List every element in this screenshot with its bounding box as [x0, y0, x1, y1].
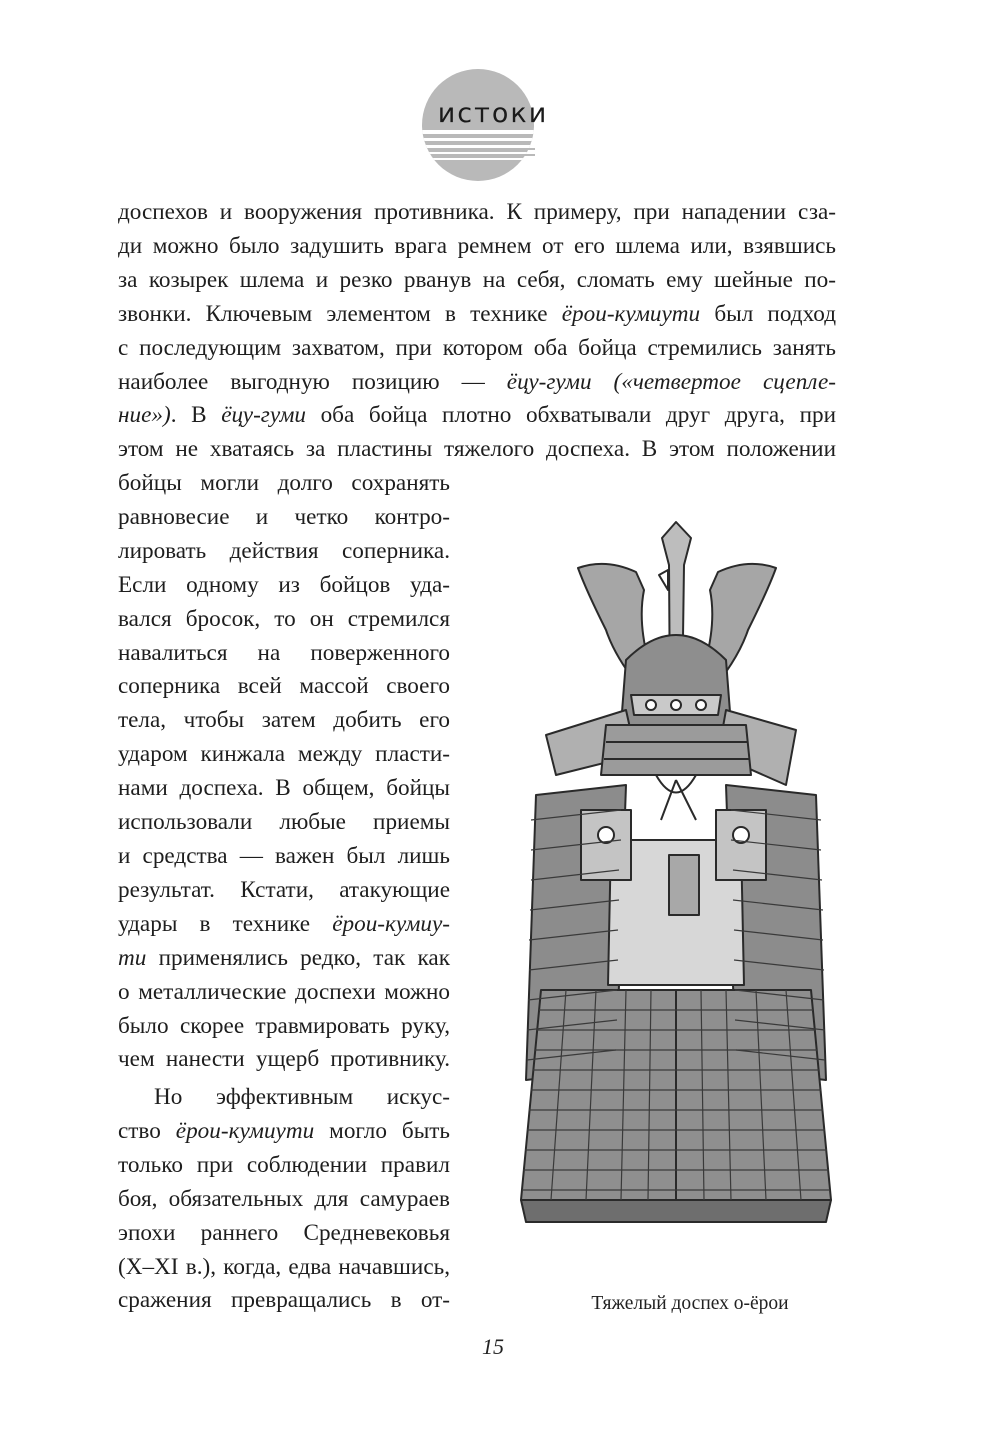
armor-illustration: [486, 510, 856, 1230]
text-line: за козырек шлема и резко рванув на себя, сломать ему шейные по-: [118, 266, 836, 293]
text-line: лировать действия соперника.: [118, 537, 450, 564]
text-line: этом не хватаясь за пластины тяжелого доспеха. В этом положении: [118, 436, 836, 463]
text-line: сражения превращались в от-: [118, 1287, 450, 1314]
text-line: ние»). В ёцу-гуми оба бойца плотно обхватывали друг друга, при: [118, 402, 837, 429]
text-line: бойцы могли долго сохранять: [118, 470, 450, 496]
text-line: с последующим захватом, при котором оба бойца стремились занять: [118, 334, 836, 361]
text-line: было скорее травмировать руку,: [118, 1012, 450, 1039]
body-text-top: [118, 196, 836, 467]
text-line: удары в технике ёрои-кумиу-: [118, 910, 450, 937]
text-line: только при соблюдении правил: [118, 1151, 450, 1178]
page-number: 15: [482, 1334, 504, 1359]
text-line: о металлические доспехи можно: [118, 978, 450, 1005]
text-line: ство ёрои-кумиути могло быть: [118, 1117, 450, 1144]
text-line: боя, обязательных для самураев: [118, 1185, 450, 1212]
text-line: (X–XI в.), когда, едва начавшись,: [118, 1253, 450, 1280]
text-line: соперника всей массой своего: [118, 673, 450, 700]
text-line: Если одному из бойцов уда-: [118, 571, 450, 598]
text-line: и средства — важен был лишь: [118, 842, 450, 869]
text-line: доспехов и вооружения противника. К примеру, при нападении сза-: [118, 199, 836, 225]
text-line: Но эффективным искус-: [154, 1084, 450, 1110]
figure-caption: Тяжелый доспех о-ёрои: [591, 1293, 789, 1314]
body-text-second-paragraph: [118, 1081, 450, 1318]
text-line: звонки. Ключевым элементом в технике ёрои-кумиути был подход: [118, 300, 836, 327]
text-line: ударом кинжала между пласти-: [118, 741, 450, 768]
text-line: тела, чтобы затем добить его: [118, 707, 450, 734]
text-line: эпохи раннего Средневековья: [118, 1219, 450, 1246]
text-line: равновесие и четко контро-: [118, 503, 450, 530]
text-line: нами доспеха. В общем, бойцы: [118, 775, 450, 802]
body-text-column: [118, 467, 450, 1077]
text-line: наиболее выгодную позицию — ёцу-гуми («четвертое сцепле-: [118, 368, 836, 395]
text-line: вался бросок, то он стремился: [118, 605, 450, 632]
text-line: ди можно было задушить врага ремнем от его шлема или, взявшись: [118, 232, 836, 259]
text-line: результат. Кстати, атакующие: [118, 876, 450, 903]
text-line: использовали любые приемы: [118, 809, 450, 836]
section-title: истоки: [437, 98, 549, 129]
text-line: ти применялись редко, так как: [118, 944, 450, 971]
text-line: навалиться на поверженного: [118, 639, 450, 666]
text-line: чем нанести ущерб противнику.: [118, 1046, 450, 1073]
